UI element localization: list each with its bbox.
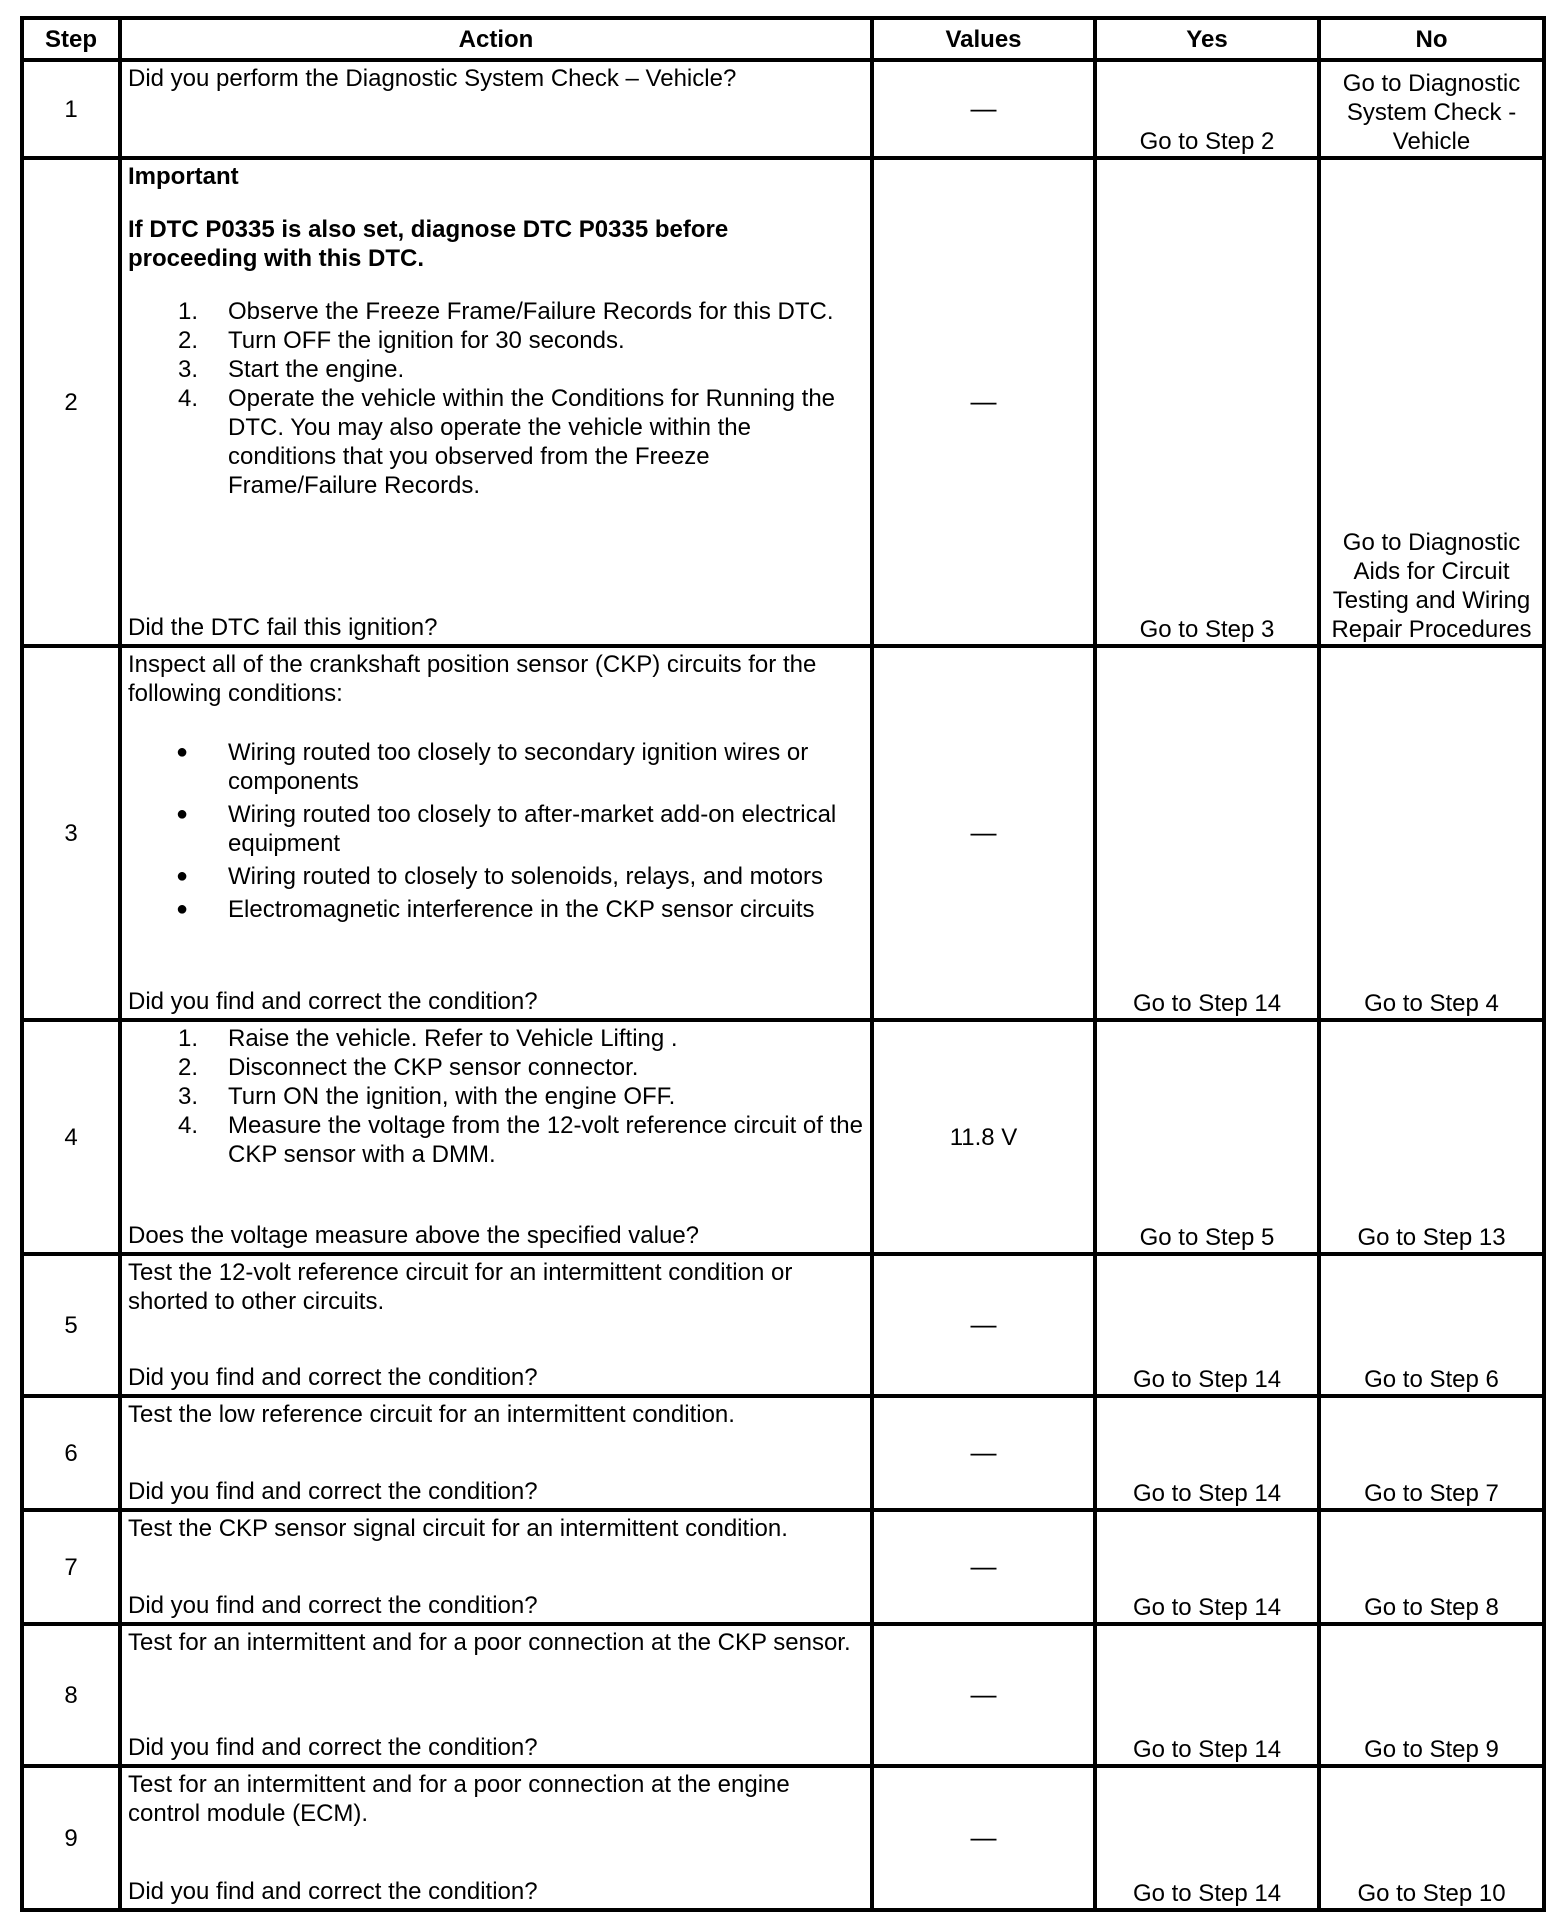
- action-cell: [120, 1510, 872, 1624]
- list-item: ● Electromagnetic interference in the CKP sensor circuits: [176, 896, 815, 923]
- no-cell: Go to Step 7: [1319, 1396, 1544, 1510]
- table-row: [22, 646, 1544, 1020]
- list-item: 3. Start the engine.: [178, 356, 405, 383]
- header-step: Step: [22, 18, 120, 60]
- action-intro: Test the low reference circuit for an intermittent condition.: [128, 1401, 735, 1428]
- step-number: 3: [22, 646, 120, 1020]
- action-cell: [120, 1254, 872, 1396]
- list-item: ● Wiring routed too closely to secondary ignition wires or components: [176, 739, 809, 795]
- table-row: [22, 60, 1544, 158]
- no-cell: Go to Step 13: [1319, 1020, 1544, 1254]
- list-item: 4. Operate the vehicle within the Conditions for Running the DTC. You may also operate the vehicle within the conditions that you observed from the Freeze Frame/Failure Records.: [178, 385, 836, 499]
- action-intro: Test for an intermittent and for a poor connection at the CKP sensor.: [128, 1629, 851, 1656]
- value-cell: [872, 158, 1095, 646]
- yes-cell: Go to Step 14: [1095, 1624, 1319, 1766]
- diagnostic-table: [20, 16, 1546, 1912]
- step-number: 5: [22, 1254, 120, 1396]
- action-cell: [120, 60, 872, 158]
- yes-cell: Go to Step 14: [1095, 1396, 1319, 1510]
- yes-cell: Go to Step 14: [1095, 1766, 1319, 1910]
- table-row: [22, 1020, 1544, 1254]
- action-question: Did you find and correct the condition?: [128, 1592, 538, 1619]
- list-item: ● Wiring routed to closely to solenoids, relays, and motors: [176, 863, 823, 890]
- value-text: —: [970, 1551, 997, 1581]
- value-text: —: [970, 1437, 997, 1467]
- value-text: —: [970, 1822, 997, 1852]
- list-item: 1. Observe the Freeze Frame/Failure Records for this DTC.: [178, 298, 834, 325]
- value-cell: [872, 646, 1095, 1020]
- value-cell: [872, 1396, 1095, 1510]
- action-question: Did you find and correct the condition?: [128, 1478, 538, 1505]
- no-cell: Go to Step 10: [1319, 1766, 1544, 1910]
- action-cell: [120, 158, 872, 646]
- no-cell: Go to Diagnostic System Check - Vehicle: [1319, 60, 1544, 158]
- table-row: [22, 158, 1544, 646]
- value-text: —: [970, 386, 997, 416]
- step-number: 4: [22, 1020, 120, 1254]
- header-yes: Yes: [1095, 18, 1319, 60]
- procedure-list: [128, 297, 864, 500]
- action-cell: [120, 1766, 872, 1910]
- no-cell: Go to Step 8: [1319, 1510, 1544, 1624]
- action-cell: [120, 1396, 872, 1510]
- value-text: —: [970, 93, 997, 123]
- action-question: Did you find and correct the condition?: [128, 1734, 538, 1761]
- action-question: Does the voltage measure above the specified value?: [128, 1222, 700, 1249]
- action-question: Did you find and correct the condition?: [128, 1364, 538, 1391]
- condition-list: [128, 738, 864, 924]
- action-question: Did you find and correct the condition?: [128, 988, 538, 1015]
- table-row: [22, 1624, 1544, 1766]
- value-cell: [872, 60, 1095, 158]
- action-intro: Inspect all of the crankshaft position sensor (CKP) circuits for the following conditions:: [128, 651, 817, 707]
- action-intro: Test for an intermittent and for a poor connection at the engine control module (ECM).: [128, 1771, 790, 1827]
- list-item: 3. Turn ON the ignition, with the engine OFF.: [178, 1083, 676, 1110]
- value-cell: [872, 1624, 1095, 1766]
- header-row: [22, 18, 1544, 60]
- table-row: [22, 1254, 1544, 1396]
- value-text: —: [970, 817, 997, 847]
- action-question: Did you perform the Diagnostic System Check – Vehicle?: [128, 65, 737, 92]
- table-row: [22, 1396, 1544, 1510]
- value-cell: [872, 1254, 1095, 1396]
- procedure-list: [128, 1024, 864, 1169]
- yes-cell: Go to Step 5: [1095, 1020, 1319, 1254]
- yes-cell: Go to Step 3: [1095, 158, 1319, 646]
- header-action: Action: [120, 18, 872, 60]
- list-item: 2. Turn OFF the ignition for 30 seconds.: [178, 327, 625, 354]
- list-item: ● Wiring routed too closely to after-market add-on electrical equipment: [176, 801, 837, 857]
- list-item: 4. Measure the voltage from the 12-volt reference circuit of the CKP sensor with a DMM.: [178, 1112, 863, 1168]
- no-cell: Go to Step 9: [1319, 1624, 1544, 1766]
- action-question: Did you find and correct the condition?: [128, 1878, 538, 1905]
- value-cell: [872, 1510, 1095, 1624]
- value-text: —: [970, 1679, 997, 1709]
- action-intro: Test the CKP sensor signal circuit for an intermittent condition.: [128, 1515, 788, 1542]
- yes-cell: Go to Step 14: [1095, 646, 1319, 1020]
- yes-cell: Go to Step 14: [1095, 1510, 1319, 1624]
- value-text: —: [970, 1309, 997, 1339]
- yes-cell: Go to Step 2: [1095, 60, 1319, 158]
- important-text: If DTC P0335 is also set, diagnose DTC P0335 before proceeding with this DTC.: [128, 216, 729, 272]
- step-number: 8: [22, 1624, 120, 1766]
- action-intro: Test the 12-volt reference circuit for an intermittent condition or shorted to other circuits.: [128, 1259, 793, 1315]
- value-cell: [872, 1766, 1095, 1910]
- action-question: Did the DTC fail this ignition?: [128, 614, 438, 641]
- header-no: No: [1319, 18, 1544, 60]
- action-cell: [120, 646, 872, 1020]
- list-item: 2. Disconnect the CKP sensor connector.: [178, 1054, 639, 1081]
- step-number: 1: [22, 60, 120, 158]
- no-cell: Go to Step 6: [1319, 1254, 1544, 1396]
- no-cell: Go to Step 4: [1319, 646, 1544, 1020]
- table-row: [22, 1510, 1544, 1624]
- step-number: 2: [22, 158, 120, 646]
- header-values: Values: [872, 18, 1095, 60]
- step-number: 9: [22, 1766, 120, 1910]
- table-row: [22, 1766, 1544, 1910]
- yes-cell: Go to Step 14: [1095, 1254, 1319, 1396]
- no-cell: Go to Diagnostic Aids for Circuit Testing and Wiring Repair Procedures: [1319, 158, 1544, 646]
- value-cell: [872, 1020, 1095, 1254]
- value-text: 11.8 V: [949, 1123, 1018, 1151]
- important-title: Important: [128, 163, 239, 190]
- list-item: 1. Raise the vehicle. Refer to Vehicle Lifting .: [178, 1025, 678, 1052]
- step-number: 6: [22, 1396, 120, 1510]
- step-number: 7: [22, 1510, 120, 1624]
- action-cell: [120, 1624, 872, 1766]
- action-cell: [120, 1020, 872, 1254]
